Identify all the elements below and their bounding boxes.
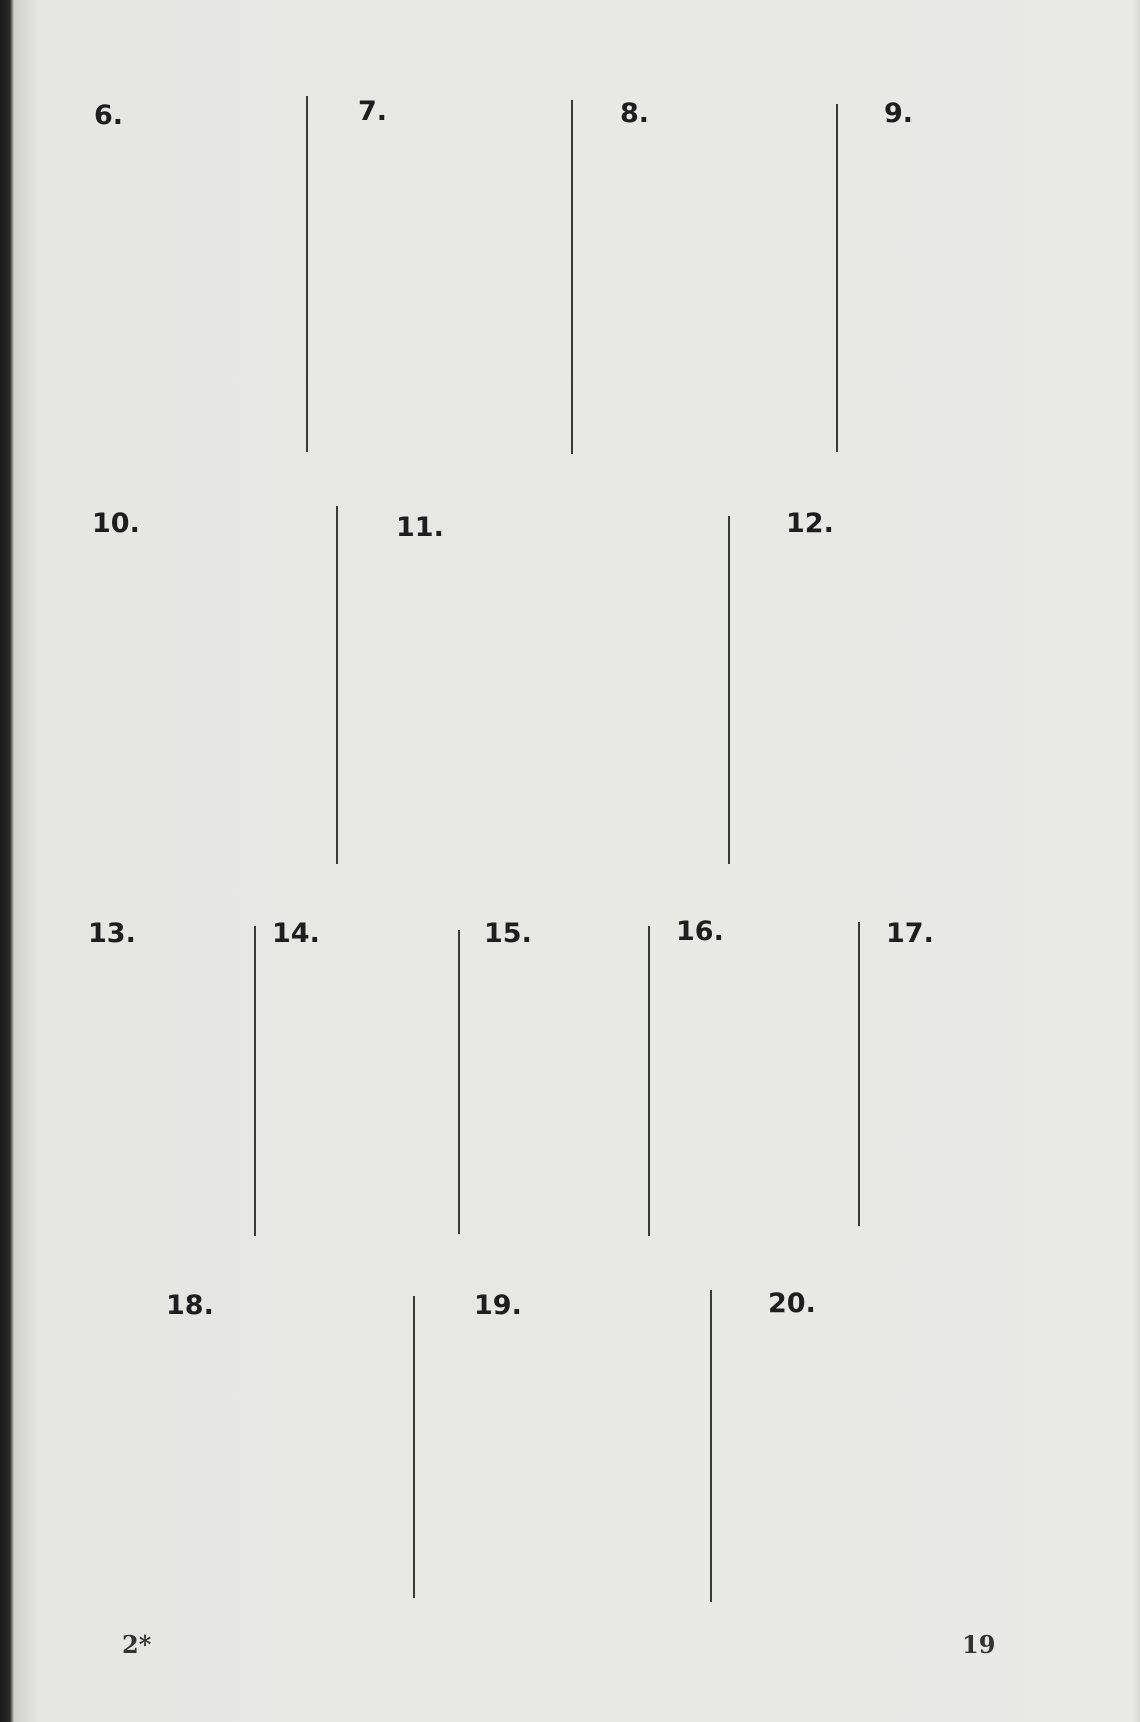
column-divider [254, 926, 256, 1236]
exercise-number: 20. [768, 1288, 816, 1319]
column-divider [728, 516, 730, 864]
exercise-number: 17. [886, 918, 934, 949]
column-divider [710, 1290, 712, 1602]
printer-signature: 2* [122, 1630, 152, 1659]
exercise-number: 10. [92, 508, 140, 539]
exercise-number: 12. [786, 508, 834, 539]
page-number: 19 [962, 1630, 996, 1659]
exercise-number: 7. [358, 96, 388, 127]
exercise-number: 18. [166, 1290, 214, 1321]
exercise-number: 6. [94, 100, 124, 131]
exercise-number: 9. [884, 98, 914, 129]
column-divider [836, 104, 838, 452]
column-divider [413, 1296, 415, 1598]
exercise-number: 11. [396, 512, 444, 543]
column-divider [648, 926, 650, 1236]
exercise-number: 19. [474, 1290, 522, 1321]
exercise-number: 16. [676, 916, 724, 947]
page-edge [1132, 0, 1140, 1722]
column-divider [858, 922, 860, 1226]
column-divider [571, 100, 573, 454]
column-divider [458, 930, 460, 1234]
exercise-number: 8. [620, 98, 650, 129]
exercise-number: 13. [88, 918, 136, 949]
exercise-number: 14. [272, 918, 320, 949]
column-divider [306, 96, 308, 452]
column-divider [336, 506, 338, 864]
exercise-number: 15. [484, 918, 532, 949]
